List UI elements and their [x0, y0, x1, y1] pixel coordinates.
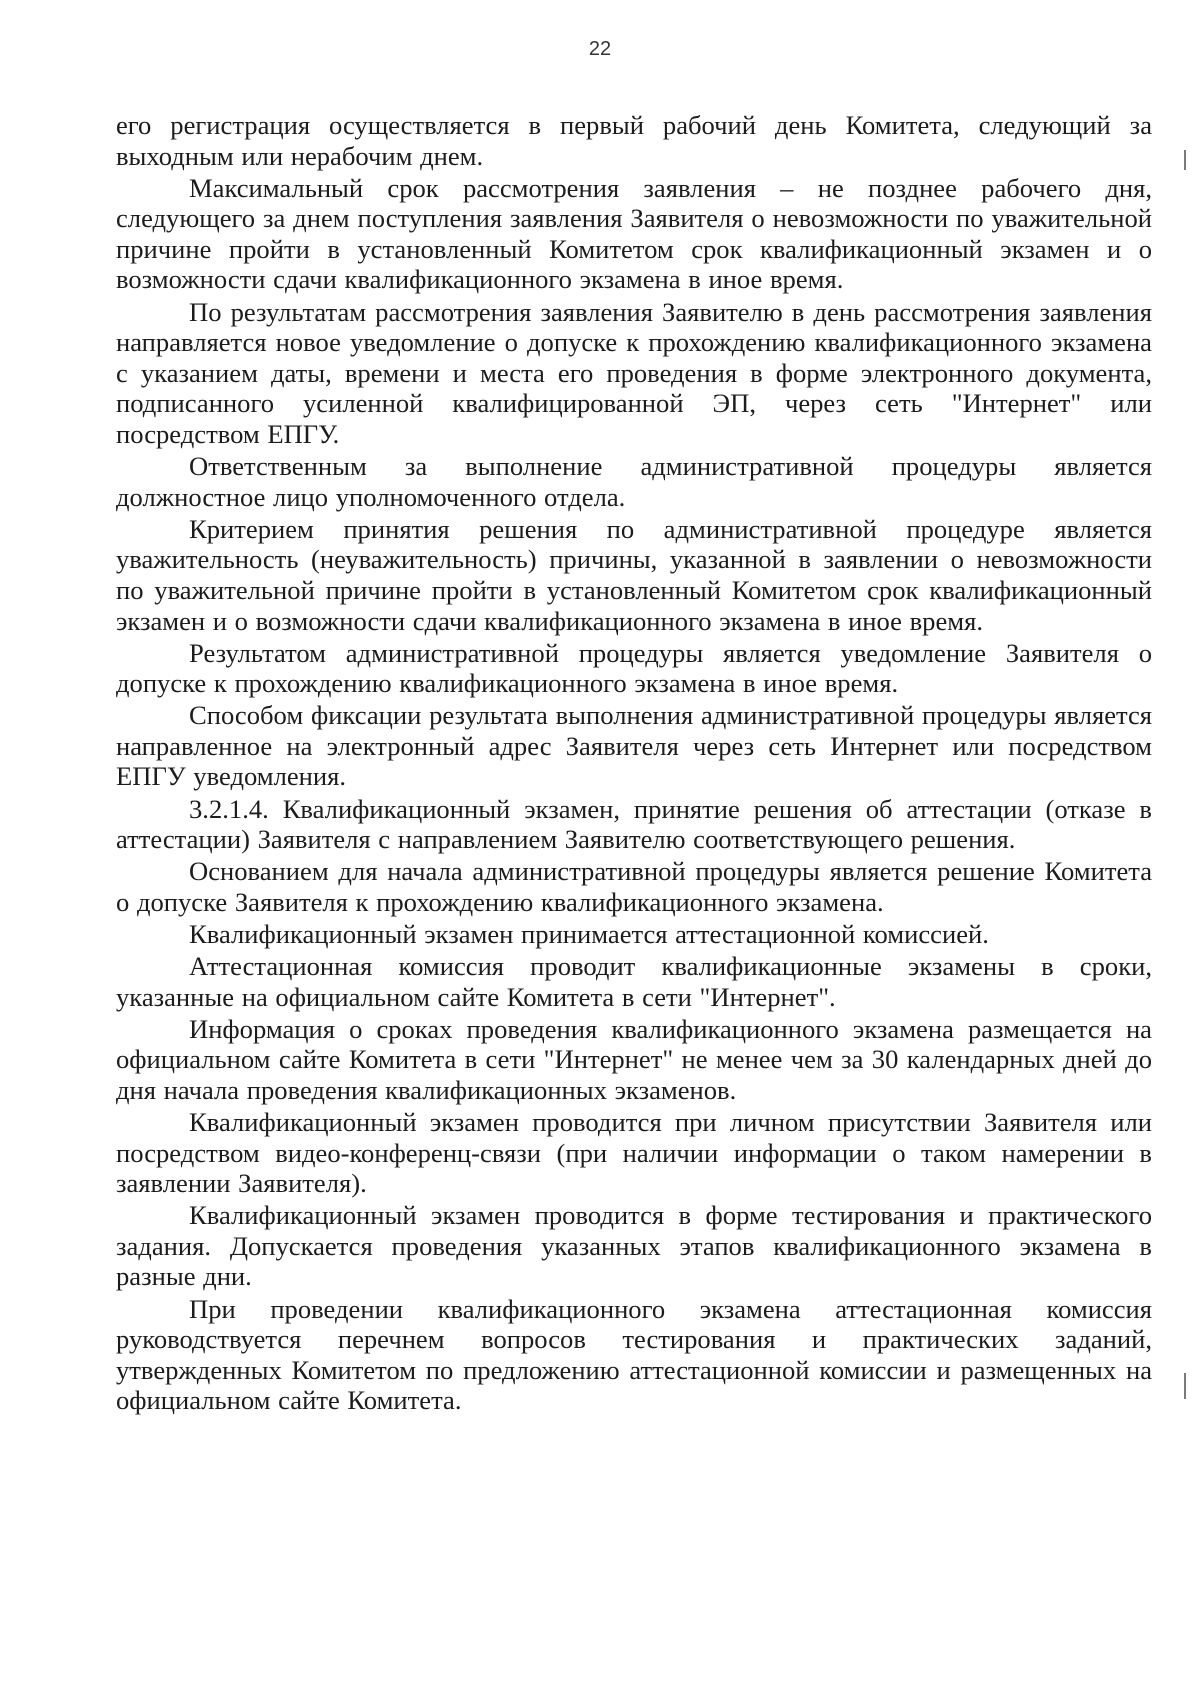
scan-mark [1184, 1373, 1186, 1399]
paragraph: Ответственным за выполнение административной процедуры является должностное лицо уполномоченного отдела. [116, 451, 1152, 512]
paragraph: Результатом административной процедуры является уведомление Заявителя о допуске к прохождению квалификационного экзамена в иное время. [116, 637, 1152, 699]
paragraph: Способом фиксации результата выполнения административной процедуры является направленное на электронный адрес Заявителя через сеть Интернет или посредством ЕПГУ уведомления. [116, 700, 1152, 792]
section-heading-paragraph: 3.2.1.4. Квалификационный экзамен, принятие решения об аттестации (отказе в аттестации) Заявителя с направлением Заявителю соответствующего решения. [116, 793, 1152, 855]
paragraph: Основанием для начала административной процедуры является решение Комитета о допуске Заявителя к прохождению квалификационного экзамена. [116, 856, 1152, 917]
paragraph: Квалификационный экзамен принимается аттестационной комиссией. [189, 918, 989, 949]
paragraph: По результатам рассмотрения заявления Заявителю в день рассмотрения заявления направляется новое уведомление о допуске к прохождению квалификационного экзамена с указанием даты, времени и места его проведения в форме электронного документа, подписанного усиленной квалифицированной ЭП, через сеть "Интернет" или посредством ЕПГУ. [116, 296, 1152, 449]
paragraph: Квалификационный экзамен проводится в форме тестирования и практического задания. Допускается проведения указанных этапов квалификационного экзамена в разные дни. [116, 1200, 1152, 1292]
paragraph: Информация о сроках проведения квалификационного экзамена размещается на официальном сайте Комитета в сети "Интернет" не менее чем за 30 календарных дней до дня начала проведения квалификационных экзаменов. [116, 1013, 1152, 1105]
paragraph: Квалификационный экзамен проводится при личном присутствии Заявителя или посредством видео-конференц-связи (при наличии информации о таком намерении в заявлении Заявителя). [116, 1107, 1152, 1199]
paragraph: его регистрация осуществляется в первый рабочий день Комитета, следующий за выходным или нерабочим днем. [116, 110, 1152, 171]
paragraph: Максимальный срок рассмотрения заявления – не позднее рабочего дня, следующего за днем поступления заявления Заявителя о невозможности по уважительной причине пройти в установленный Комитетом срок квалификационный экзамен и о возможности сдачи квалификационного экзамена в иное время. [116, 172, 1152, 295]
page-number: 22 [588, 38, 612, 60]
document-body [116, 110, 1152, 1417]
scan-mark [1184, 150, 1186, 170]
paragraph: Аттестационная комиссия проводит квалификационные экзамены в сроки, указанные на официальном сайте Комитета в сети "Интернет". [116, 951, 1152, 1012]
paragraph: При проведении квалификационного экзамена аттестационная комиссия руководствуется перечнем вопросов тестирования и практических заданий, утвержденных Комитетом по предложению аттестационной комиссии и размещенных на официальном сайте Комитета. [116, 1293, 1152, 1416]
paragraph: Критерием принятия решения по административной процедуре является уважительность (неуважительность) причины, указанной в заявлении о невозможности по уважительной причине пройти в установленный Комитетом срок квалификационный экзамен и о возможности сдачи квалификационного экзамена в иное время. [116, 513, 1152, 636]
